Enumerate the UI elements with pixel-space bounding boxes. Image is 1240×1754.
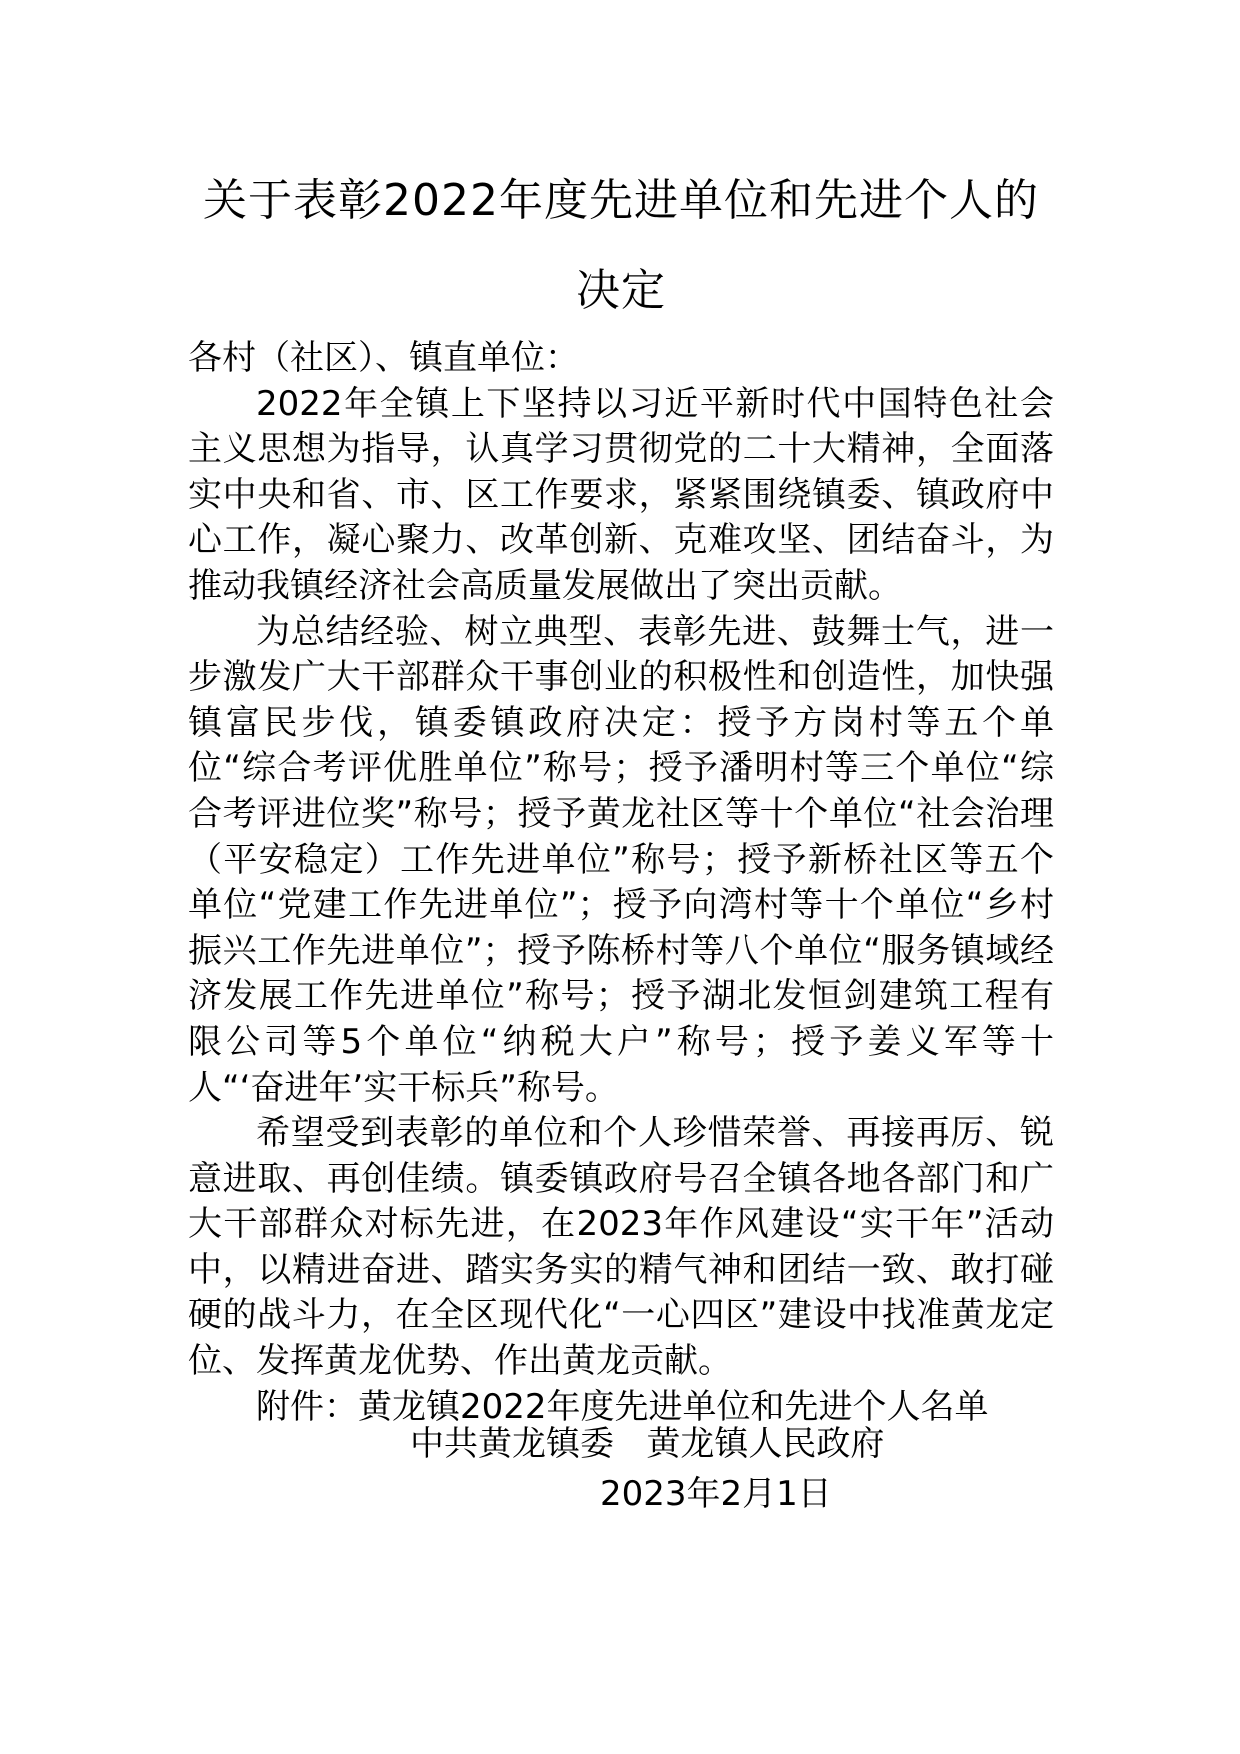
document-title-line-2: 决定: [576, 265, 666, 316]
issuing-organizations: 中共黄龙镇委 黄龙镇人民政府: [410, 1424, 885, 1464]
document-title-line-1: 关于表彰2022年度先进单位和先进个人的: [203, 175, 1039, 226]
salutation: 各村（社区）、镇直单位：: [188, 338, 579, 378]
attachment-note: 附件：黄龙镇2022年度先进单位和先进个人名单: [256, 1386, 989, 1427]
paragraph-1: 2022年全镇上下坚持以习近平新时代中国特色社会主义思想为指导，认真学习贯彻党的二十大精神，全面落实中央和省、市、区工作要求，紧紧围绕镇委、镇政府中心工作，凝心聚力、改革创新、克难攻坚、团结奋斗，为推动我镇经济社会高质量发展做出了突出贡献。: [188, 383, 1054, 606]
issue-date: 2023年2月1日: [600, 1474, 832, 1514]
paragraph-3: 希望受到表彰的单位和个人珍惜荣誉、再接再厉、锐意进取、再创佳绩。镇委镇政府号召全镇各地各部门和广大干部群众对标先进，在2023年作风建设“实干年”活动中，以精进奋进、踏实务实的精气神和团结一致、敢打碰硬的战斗力，在全区现代化“一心四区”建设中找准黄龙定位、发挥黄龙优势、作出黄龙贡献。: [188, 1113, 1054, 1382]
document-body: [188, 336, 1054, 1430]
paragraph-2: 为总结经验、树立典型、表彰先进、鼓舞士气，进一步激发广大干部群众干事创业的积极性和创造性，加快强镇富民步伐，镇委镇政府决定：授予方岗村等五个单位“综合考评优胜单位”称号；授予潘明村等三个单位“综合考评进位奖”称号；授予黄龙社区等十个单位“社会治理（平安稳定）工作先进单位”称号；授予新桥社区等五个单位“党建工作先进单位”；授予向湾村等十个单位“乡村振兴工作先进单位”；授予陈桥村等八个单位“服务镇域经济发展工作先进单位”称号；授予湖北发恒剑建筑工程有限公司等5个单位“纳税大户”称号；授予姜义军等十人“‘奋进年’实干标兵”称号。: [188, 611, 1054, 1108]
